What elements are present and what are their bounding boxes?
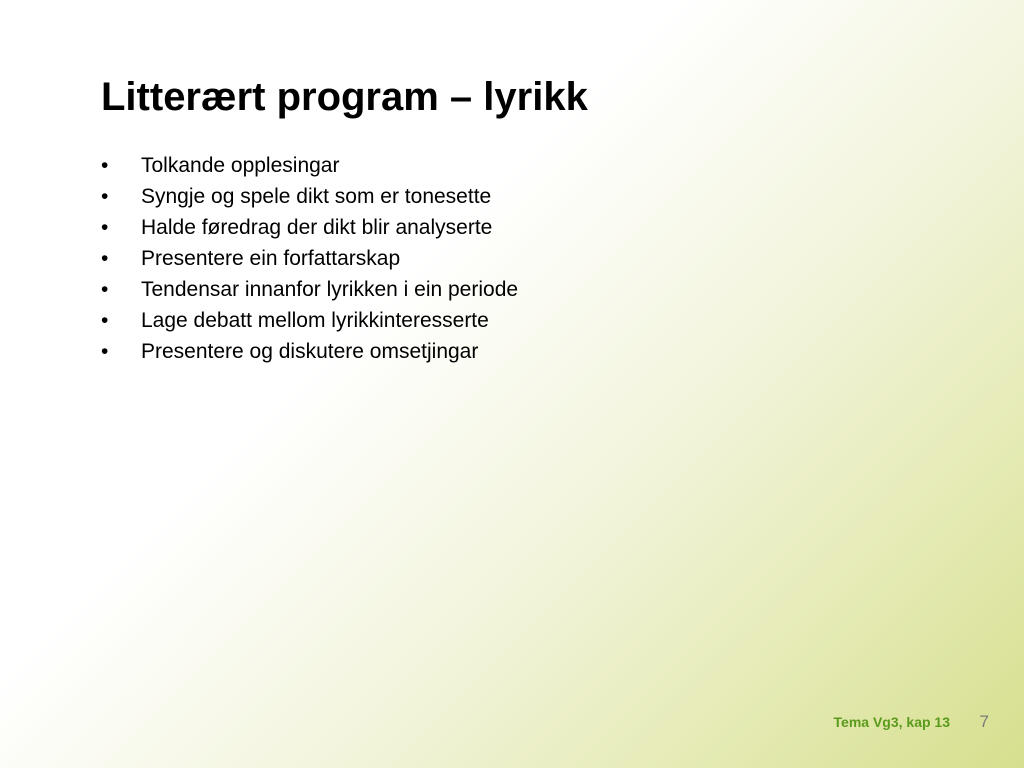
bullet-item (101, 150, 518, 181)
slide-title: Litterært program – lyrikk (101, 75, 588, 119)
bullet-item (101, 336, 518, 367)
bullet-icon: • (101, 278, 109, 301)
bullet-icon: • (101, 154, 109, 177)
bullet-text: Halde føredrag der dikt blir analyserte (141, 216, 493, 239)
bullet-icon: • (101, 216, 109, 239)
bullet-text: Syngje og spele dikt som er tonesette (141, 185, 492, 208)
page-number: 7 (979, 712, 989, 731)
bullet-text: Presentere og diskutere omsetjingar (141, 340, 479, 363)
bullet-item (101, 305, 518, 336)
bullet-item (101, 181, 518, 212)
bullet-item (101, 243, 518, 274)
bullet-icon: • (101, 340, 109, 363)
footer-label: Tema Vg3, kap 13 (833, 714, 950, 730)
bullet-item (101, 274, 518, 305)
bullet-text: Tolkande opplesingar (141, 154, 340, 177)
bullet-text: Lage debatt mellom lyrikkinteresserte (141, 309, 489, 332)
bullet-text: Tendensar innanfor lyrikken i ein periode (141, 278, 519, 301)
bullet-text: Presentere ein forfattarskap (141, 247, 401, 270)
bullet-icon: • (101, 309, 109, 332)
bullet-icon: • (101, 185, 109, 208)
bullet-list (101, 150, 518, 367)
bullet-item (101, 212, 518, 243)
bullet-icon: • (101, 247, 109, 270)
